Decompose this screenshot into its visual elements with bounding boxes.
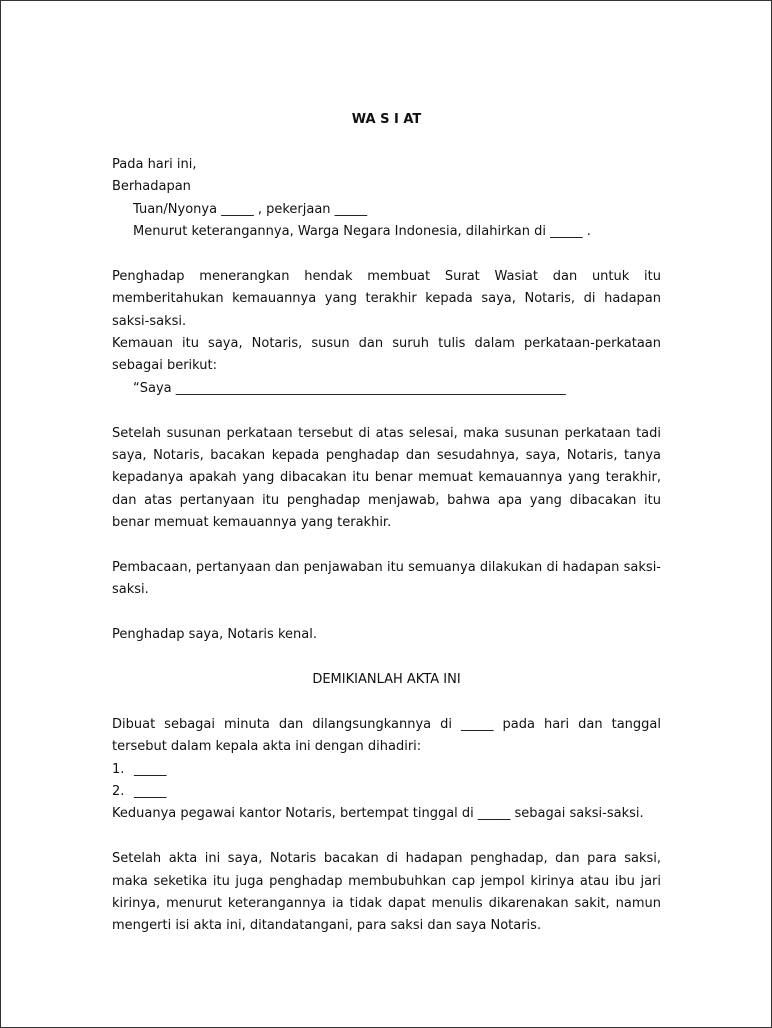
paragraph-instruction: Kemauan itu saya, Notaris, susun dan suruh tulis dalam perkataan-perkataan sebagai berikut: [112, 336, 661, 374]
witness-blank: _____ [134, 784, 167, 800]
spacer [112, 691, 661, 713]
document-title: WA S I AT [351, 112, 422, 127]
witness-number: 1. [112, 761, 125, 777]
spacer [112, 647, 661, 669]
opening-line-3: Tuan/Nyonya _____ , pekerjaan _____ [133, 201, 368, 217]
witness-blank: _____ [134, 761, 167, 777]
opening-line-2: Berhadapan [112, 179, 191, 195]
quote-line: “Saya ____________________________________________________________ [133, 380, 566, 396]
spacer [112, 400, 661, 422]
paragraph-known: Penghadap saya, Notaris kenal. [112, 627, 317, 643]
paragraph-reading: Setelah susunan perkataan tersebut di atas selesai, maka susunan perkataan tadi saya, Notaris, bacakan kepada penghadap dan sesudahnya, saya, Notaris, tanya kepadanya apakah yang dibacakan itu benar memuat kemauannya yang terakhir, dan atas pertanyaan itu penghadap menjawab, bahwa apa yang dibacakan itu benar memuat kemauannya yang terakhir. [112, 425, 661, 531]
paragraph-minuta: Dibuat sebagai minuta dan dilangsungkannya di _____ pada hari dan tanggal tersebut dalam kepala akta ini dengan dihadiri: [112, 716, 661, 755]
spacer [112, 131, 661, 153]
paragraph-statement: Penghadap menerangkan hendak membuat Surat Wasiat dan untuk itu memberitahukan kemauannya yang terakhir kepada saya, Notaris, di hadapan saksi-saksi. [112, 268, 661, 329]
witness-number: 2. [112, 784, 125, 800]
paragraph-witnessed: Pembacaan, pertanyaan dan penjawaban itu semuanya dilakukan di hadapan saksi-saksi. [112, 560, 661, 598]
paragraph-witness-residence: Keduanya pegawai kantor Notaris, bertempat tinggal di _____ sebagai saksi-saksi. [112, 806, 644, 822]
witness-item [112, 781, 661, 803]
opening-line-1: Pada hari ini, [112, 156, 197, 172]
spacer [112, 826, 661, 848]
closing-heading: DEMIKIANLAH AKTA INI [312, 672, 461, 688]
spacer [112, 535, 661, 557]
paragraph-thumbprint: Setelah akta ini saya, Notaris bacakan di hadapan penghadap, dan para saksi, maka seketika itu juga penghadap membubuhkan cap jempol kirinya atau ibu jari kirinya, menurut keterangannya ia tidak dapat menulis dikarenakan sakit, namun mengerti isi akta ini, ditandatangani, para saksi dan saya Notaris. [112, 851, 661, 934]
opening-line-4: Menurut keterangannya, Warga Negara Indonesia, dilahirkan di _____ . [133, 224, 591, 239]
witness-item [112, 759, 661, 781]
spacer [112, 243, 661, 265]
spacer [112, 602, 661, 624]
document-body [112, 109, 661, 938]
